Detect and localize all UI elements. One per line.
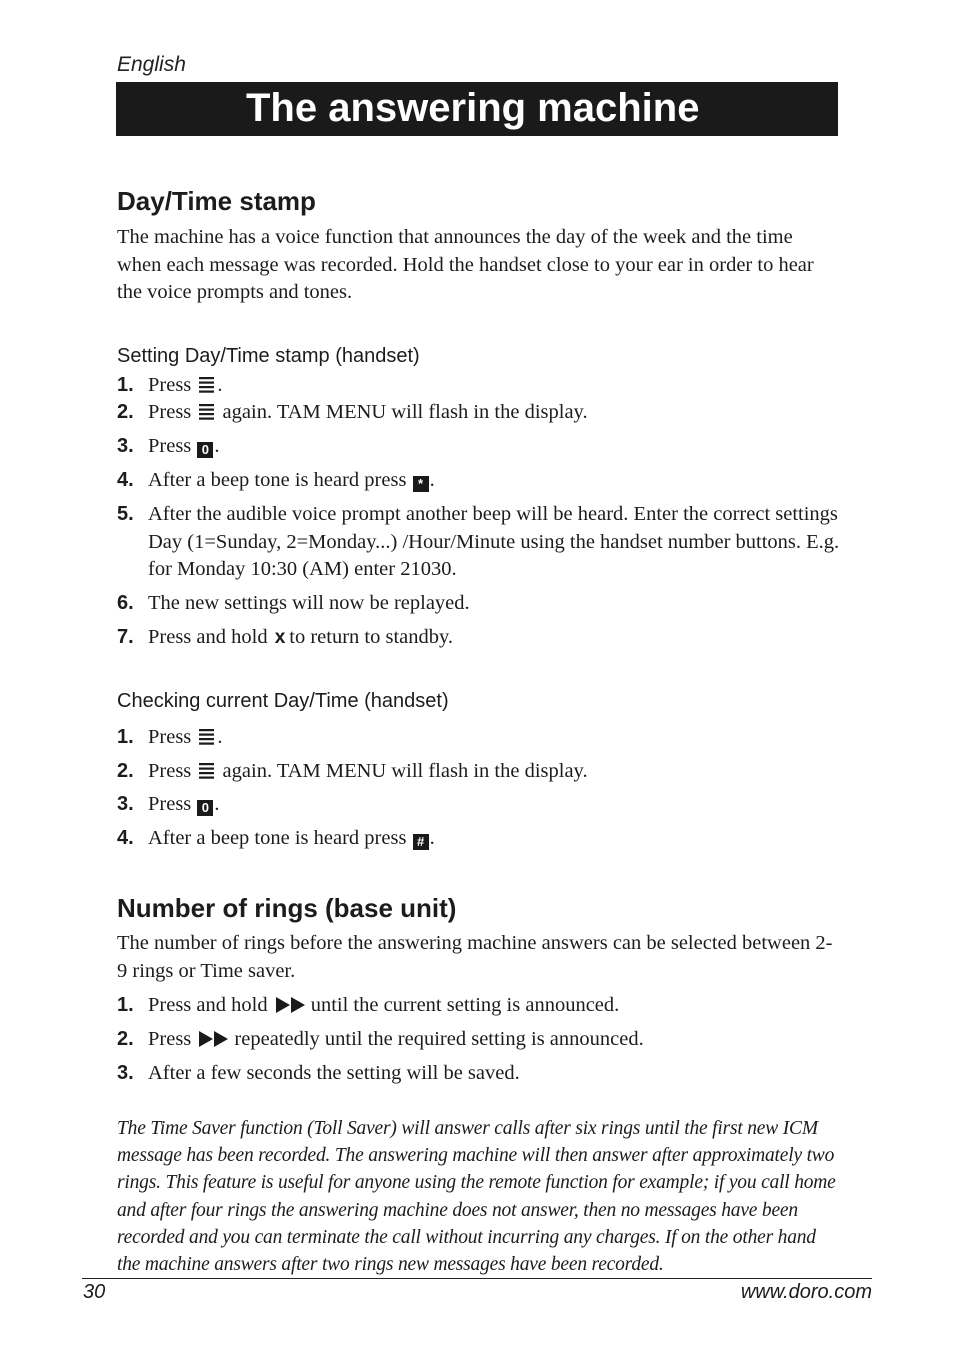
menu-key-icon — [198, 728, 215, 746]
step-text: Press — [148, 793, 192, 815]
x-key-icon: x — [274, 627, 286, 648]
step-text: Press — [148, 374, 192, 396]
step-text-end: until the current setting is announced. — [310, 994, 620, 1016]
step-number: 1. — [117, 374, 134, 396]
step-text-end: . — [429, 827, 435, 849]
step-text: Press — [148, 726, 192, 748]
fast-forward-icon — [275, 995, 307, 1023]
page-number: 30 — [83, 1281, 106, 1303]
step-text-end: . — [217, 726, 223, 748]
step-text-end: repeatedly until the required setting is announced. — [234, 1028, 644, 1050]
list-item — [117, 372, 842, 400]
step-number: 2. — [117, 401, 134, 423]
list-item — [117, 467, 842, 495]
list-item — [117, 1026, 842, 1057]
step-text-end: . — [429, 469, 435, 491]
list-item — [117, 758, 842, 786]
step-number: 1. — [117, 726, 134, 748]
step-text-end: again. TAM MENU will flash in the display. — [222, 401, 588, 423]
list-item — [117, 501, 842, 584]
step-text-end: to return to standby. — [289, 626, 454, 648]
list-item — [117, 825, 842, 853]
day-time-intro: The machine has a voice function that announces the day of the week and the time when each message was recorded. Hold the handset close to your ear in order to hear the voice prompts and tones. — [117, 226, 814, 303]
time-saver-note: The Time Saver function (Toll Saver) will answer calls after six rings until the first new ICM message has been recorded. The answering machine will then answer after approximately two rings. This feature is useful for anyone using the remote function for example; if you call home and after four rings the answering machine does not answer, then no messages have been recorded and you can terminate the call without incurring any charges. If on the other hand the machine answers after two rings new messages have been recorded. — [117, 1118, 836, 1276]
list-item — [117, 433, 842, 461]
step-number: 4. — [117, 827, 134, 849]
subheading-checking: Checking current Day/Time (handset) — [117, 690, 449, 712]
list-item — [117, 1060, 842, 1088]
step-text: Press — [148, 435, 192, 457]
step-number: 4. — [117, 469, 134, 491]
list-item — [117, 791, 842, 819]
step-number: 3. — [117, 435, 134, 457]
step-text: Press — [148, 401, 192, 423]
step-number: 6. — [117, 592, 134, 614]
list-item — [117, 590, 842, 618]
step-text: Press — [148, 1028, 192, 1050]
zero-key-icon: 0 — [197, 442, 213, 458]
page-title: The answering machine — [246, 86, 700, 130]
subheading-setting: Setting Day/Time stamp (handset) — [117, 345, 420, 367]
fast-forward-icon — [198, 1029, 230, 1057]
step-number: 3. — [117, 793, 134, 815]
step-text-end: . — [217, 374, 223, 396]
list-item — [117, 992, 842, 1023]
step-text: After a few seconds the setting will be saved. — [148, 1062, 520, 1084]
star-key-icon: * — [413, 476, 429, 492]
step-text: Press and hold — [148, 994, 268, 1016]
footer-website: www.doro.com — [740, 1281, 872, 1303]
hash-key-icon: # — [413, 834, 429, 850]
step-text-end: . — [214, 435, 220, 457]
step-number: 7. — [117, 626, 134, 648]
step-number: 1. — [117, 994, 134, 1016]
step-text: The new settings will now be replayed. — [148, 592, 470, 614]
step-text: Press and hold — [148, 626, 268, 648]
list-item — [117, 399, 842, 427]
list-item — [117, 724, 842, 752]
step-number: 3. — [117, 1062, 134, 1084]
section-heading-day-time-stamp: Day/Time stamp — [117, 186, 316, 216]
step-text: Press — [148, 760, 192, 782]
footer-divider — [82, 1278, 872, 1279]
step-text-end: . — [214, 793, 220, 815]
step-text: After the audible voice prompt another beep will be heard. Enter the correct settings Day (1=Sunday, 2=Monday...) /Hour/Minute using the handset number buttons. E.g. for Monday 10:30 (AM) enter 21030. — [148, 503, 840, 580]
zero-key-icon: 0 — [197, 800, 213, 816]
title-bar — [116, 82, 838, 136]
step-number: 2. — [117, 760, 134, 782]
menu-key-icon — [198, 403, 215, 421]
step-number: 5. — [117, 503, 134, 525]
step-text: After a beep tone is heard press — [148, 469, 407, 491]
section-heading-number-of-rings: Number of rings (base unit) — [117, 893, 457, 923]
menu-key-icon — [198, 376, 215, 394]
step-text-end: again. TAM MENU will flash in the display. — [222, 760, 588, 782]
language-label: English — [117, 53, 186, 76]
step-text: After a beep tone is heard press — [148, 827, 407, 849]
step-number: 2. — [117, 1028, 134, 1050]
list-item — [117, 624, 842, 652]
rings-intro: The number of rings before the answering machine answers can be selected between 2-9 rings or Time saver. — [117, 932, 833, 982]
menu-key-icon — [198, 762, 215, 780]
